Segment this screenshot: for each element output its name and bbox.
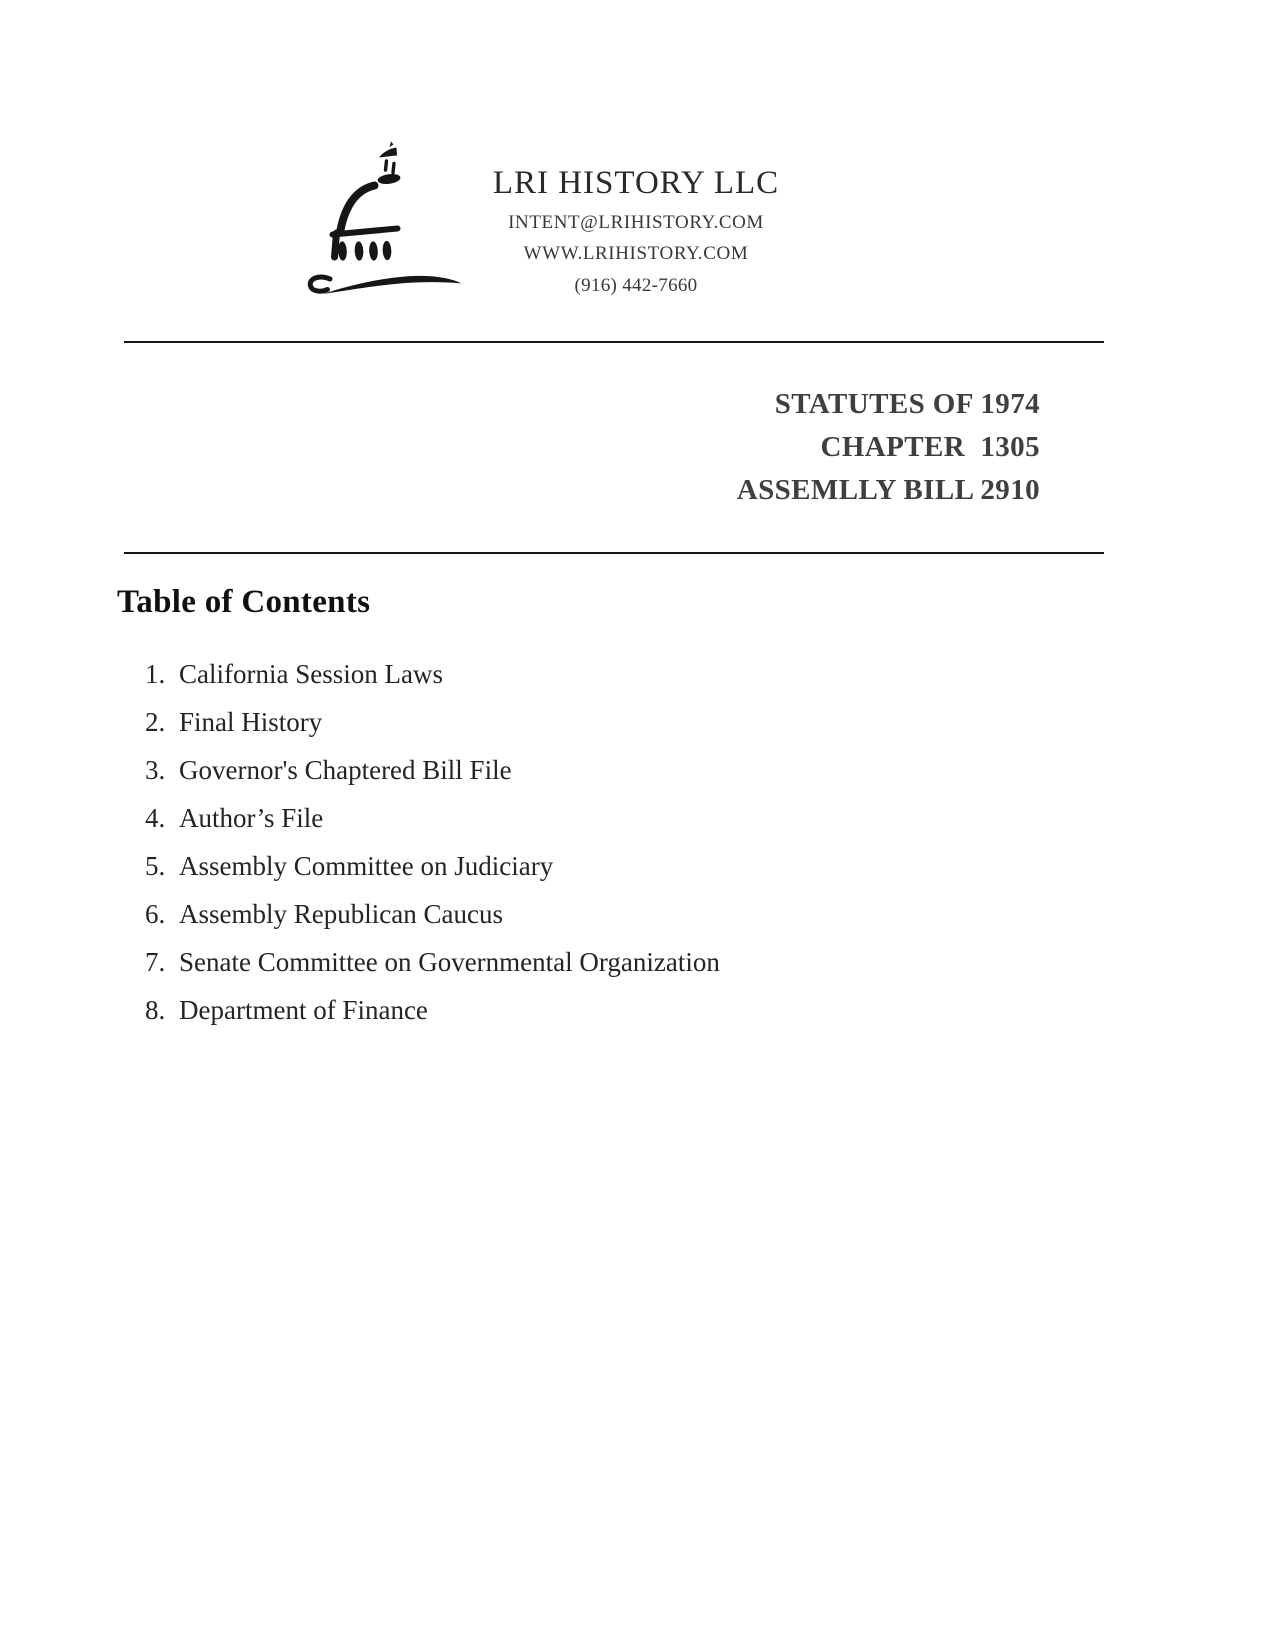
horizontal-rule-bottom [124, 552, 1104, 554]
toc-list [145, 650, 720, 1034]
toc-item [145, 842, 720, 890]
toc-item-number: 3. [145, 755, 166, 785]
toc-item [145, 794, 720, 842]
assembly-bill-line: ASSEMLLY BILL 2910 [736, 474, 1040, 506]
toc-item-label: Final History [179, 707, 323, 737]
toc-item-number: 2. [145, 707, 166, 737]
toc-item-number: 8. [145, 995, 166, 1025]
toc-item-number: 1. [145, 659, 166, 689]
bill-reference-block [737, 383, 1040, 512]
toc-item-label: Governor's Chaptered Bill File [179, 755, 512, 785]
toc-item [145, 746, 720, 794]
statutes-line: STATUTES OF 1974 [774, 388, 1040, 420]
company-email: INTENT@LRIHISTORY.COM [508, 212, 764, 233]
toc-item-label: Assembly Committee on Judiciary [179, 851, 554, 881]
toc-heading: Table of Contents [117, 584, 371, 620]
toc-item-label: California Session Laws [179, 659, 443, 689]
company-name: LRI HISTORY LLC [492, 165, 780, 201]
toc-item-label: Assembly Republican Caucus [179, 899, 503, 929]
toc-item-label: Department of Finance [179, 995, 428, 1025]
toc-item-label: Author’s File [179, 803, 324, 833]
company-phone: (916) 442-7660 [574, 275, 698, 296]
toc-item [145, 650, 720, 698]
toc-item [145, 938, 720, 986]
toc-item-number: 5. [145, 851, 166, 881]
toc-item [145, 698, 720, 746]
company-website: WWW.LRIHISTORY.COM [523, 243, 749, 264]
toc-item-label: Senate Committee on Governmental Organization [179, 947, 720, 977]
toc-item-number: 7. [145, 947, 166, 977]
toc-item [145, 890, 720, 938]
chapter-line: CHAPTER 1305 [820, 431, 1040, 463]
toc-item-number: 6. [145, 899, 166, 929]
horizontal-rule-top [124, 341, 1104, 343]
letterhead-contact-block [436, 163, 836, 297]
toc-item-number: 4. [145, 803, 166, 833]
toc-item [145, 986, 720, 1034]
